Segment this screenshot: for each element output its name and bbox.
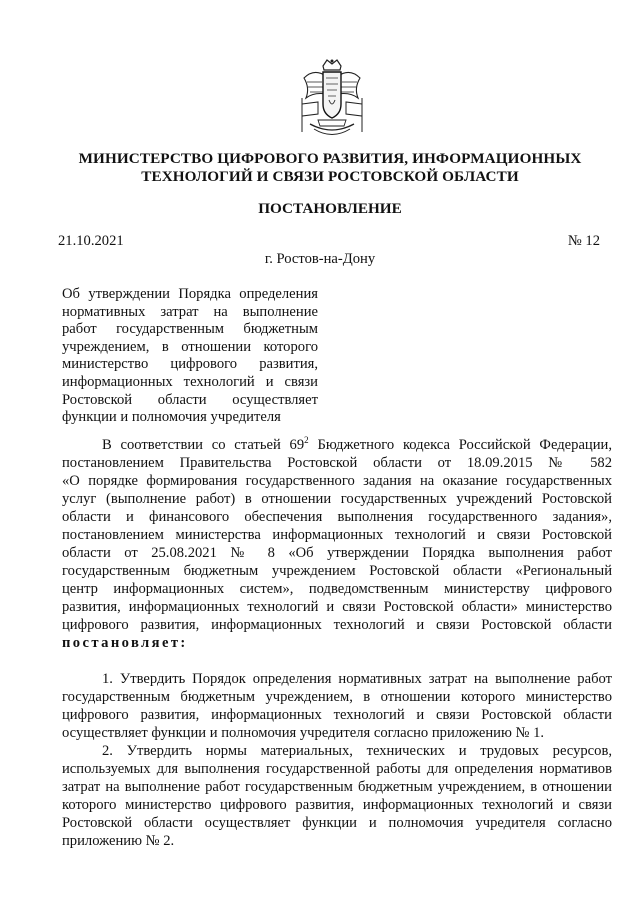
article-superscript: 2 [304, 435, 309, 445]
document-date: 21.10.2021 [58, 233, 124, 249]
preamble-line [62, 436, 612, 454]
preamble-line: «О порядке формирования государственного задания на оказание государственных [62, 473, 612, 489]
subject-line: учреждением, в отношении которого [62, 338, 318, 355]
preamble-line: области от 25.08.2021 № 8 «Об утверждении Порядка выполнения работ [62, 545, 612, 561]
item-2-line: Ростовской области осуществляет функции и полномочия учредителя согласно [62, 815, 612, 831]
subject-line: нормативных затрат на выполнение [62, 303, 318, 320]
document-number: № 12 [567, 233, 600, 249]
item-2-line: используемых для выполнения государственной работы для определения нормативов [62, 761, 612, 777]
decree-word: постановляет: [62, 635, 188, 651]
preamble-line: центр информационных систем», подведомственным министерству цифрового [62, 581, 612, 597]
item-1-line: государственным бюджетным учреждением, в отношении которого министерство [62, 689, 612, 705]
subject-line: министерство цифрового развития, [62, 356, 318, 373]
preamble-line: постановлением министерства информационных технологий и связи Ростовской [62, 527, 612, 543]
item-2-line: 2. Утвердить нормы материальных, технических и трудовых ресурсов, [102, 743, 612, 759]
document-body [62, 436, 612, 850]
preamble-line: услуг (выполнение работ) в отношении государственных учреждений Ростовской [62, 491, 612, 507]
item-2-line: затрат на выполнение работ государственным бюджетным учреждением, в отношении [62, 779, 612, 795]
preamble-line: цифрового развития, информационных технологий и связи Ростовской области [62, 617, 612, 633]
subject-line: работ государственным бюджетным [62, 321, 318, 338]
preamble-line: области и финансового обеспечения выполнения государственного задания», [62, 509, 612, 525]
subject-line: Ростовской области осуществляет [62, 391, 318, 408]
subject-line: функции и полномочия учредителя [62, 409, 281, 426]
item-1-line: 1. Утвердить Порядок определения нормативных затрат на выполнение работ [102, 671, 612, 687]
preamble-line: развития, информационных технологий и связи Ростовской области» министерство [62, 599, 612, 615]
document-subject [62, 286, 318, 427]
document-type: ПОСТАНОВЛЕНИЕ [258, 200, 402, 217]
document-city: г. Ростов-на-Дону [264, 251, 376, 267]
item-1-line: осуществляет функции и полномочия учредителя согласно приложению № 1. [62, 725, 545, 741]
item-2-line: которого министерство цифрового развития, информационных технологий и связи [62, 797, 612, 813]
preamble-text: Бюджетного кодекса Российской Федерации, [308, 437, 612, 453]
item-2-line: приложению № 2. [62, 833, 175, 849]
preamble-line: постановлением Правительства Ростовской области от 18.09.2015 № 582 [62, 455, 612, 471]
item-1-line: цифрового развития, информационных технологий и связи Ростовской области [62, 707, 612, 723]
preamble-line: государственным бюджетным учреждением Ростовской области «Региональный [62, 563, 612, 579]
ministry-title-line-2: ТЕХНОЛОГИЙ И СВЯЗИ РОСТОВСКОЙ ОБЛАСТИ [141, 168, 519, 185]
subject-line: Об утверждении Порядка определения [62, 286, 318, 302]
preamble-text: В соответствии со статьей 69 [102, 437, 305, 453]
subject-line: информационных технологий и связи [62, 373, 318, 390]
ministry-title [60, 150, 600, 186]
paragraph-gap [62, 652, 612, 670]
ministry-title-line-1: МИНИСТЕРСТВО ЦИФРОВОГО РАЗВИТИЯ, ИНФОРМАЦИОННЫХ [78, 150, 582, 167]
coat-of-arms-icon [296, 58, 368, 140]
decree-word-line [62, 634, 612, 652]
